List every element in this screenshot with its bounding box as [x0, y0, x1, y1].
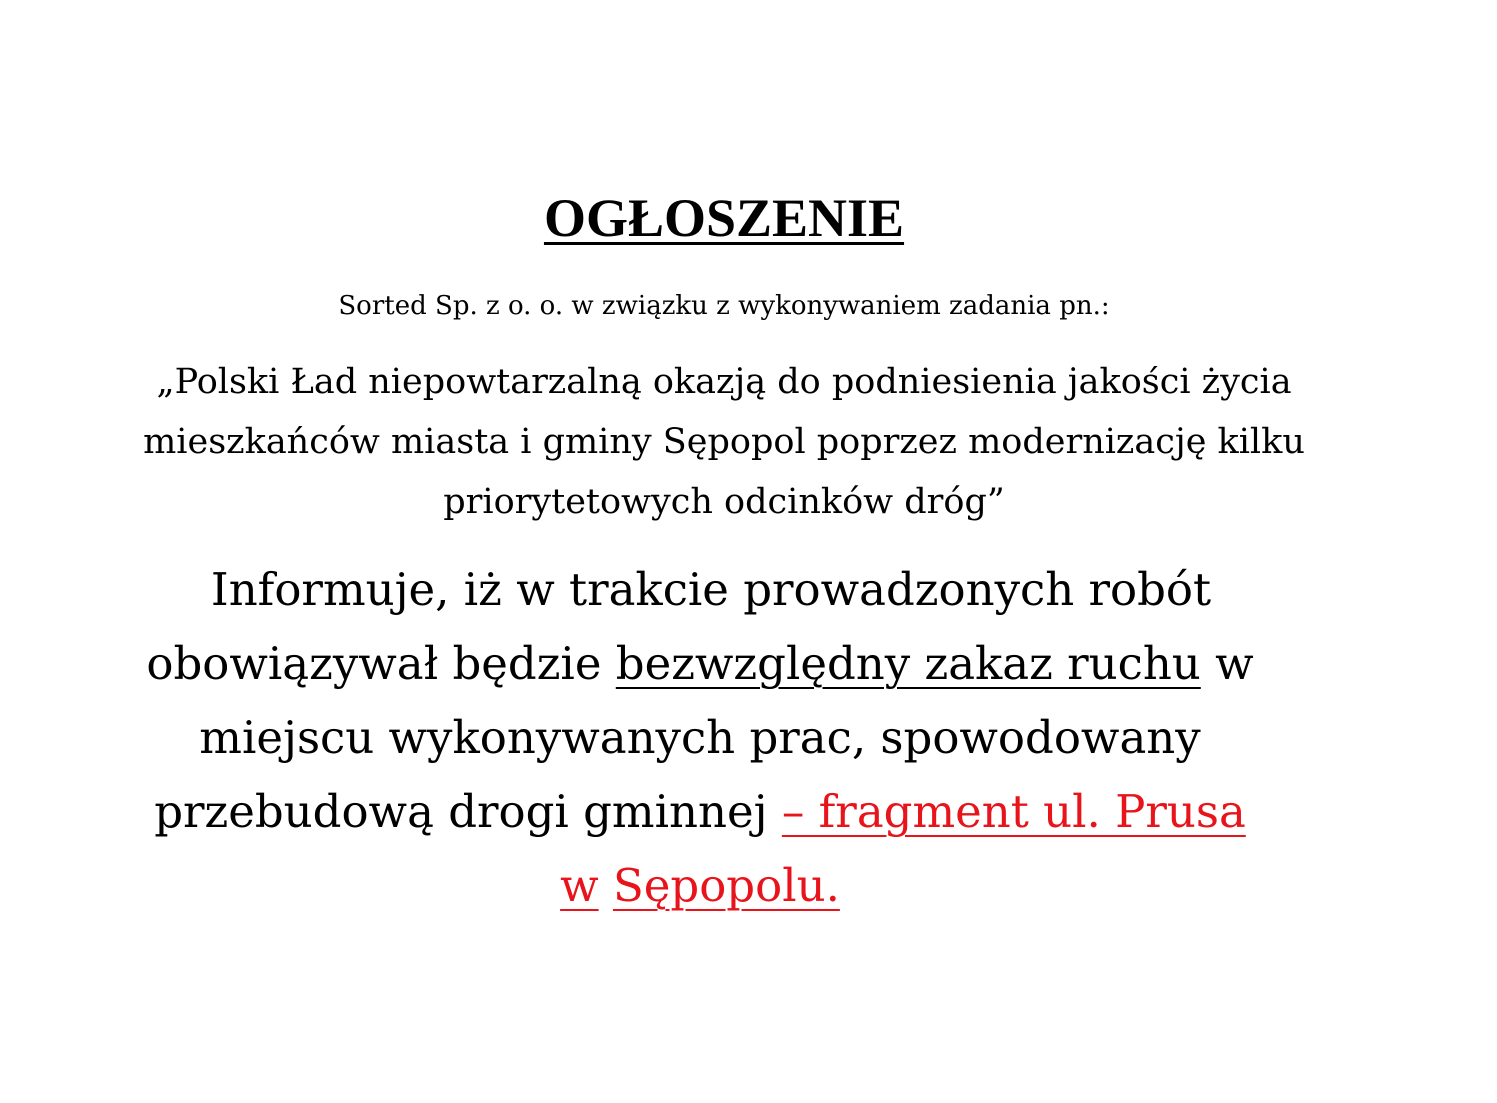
- notice-body: [120, 553, 1280, 923]
- project-name: „Polski Ład niepowtarzalną okazją do podniesienia jakości życia mieszkańców miasta i gminy Sępopol poprzez modernizację kilku priorytetowych odcinków dróg”: [143, 362, 1305, 522]
- location-preposition: w: [560, 859, 599, 912]
- notice-text-part2: w miejscu wykonywanych prac, spowodowany przebudową drogi gminnej: [154, 637, 1254, 838]
- traffic-ban-text: bezwzględny zakaz ruchu: [615, 637, 1201, 690]
- location-street: – fragment ul. Prusa: [781, 785, 1246, 838]
- notice-text-part1: Informuje, iż w trakcie prowadzonych robót obowiązywał będzie: [146, 563, 1212, 690]
- location-town: Sępopolu.: [612, 859, 840, 912]
- page-title: OGŁOSZENIE: [543, 188, 905, 248]
- intro-text: Sorted Sp. z o. o. w związku z wykonywaniem zadania pn.:: [338, 291, 1110, 321]
